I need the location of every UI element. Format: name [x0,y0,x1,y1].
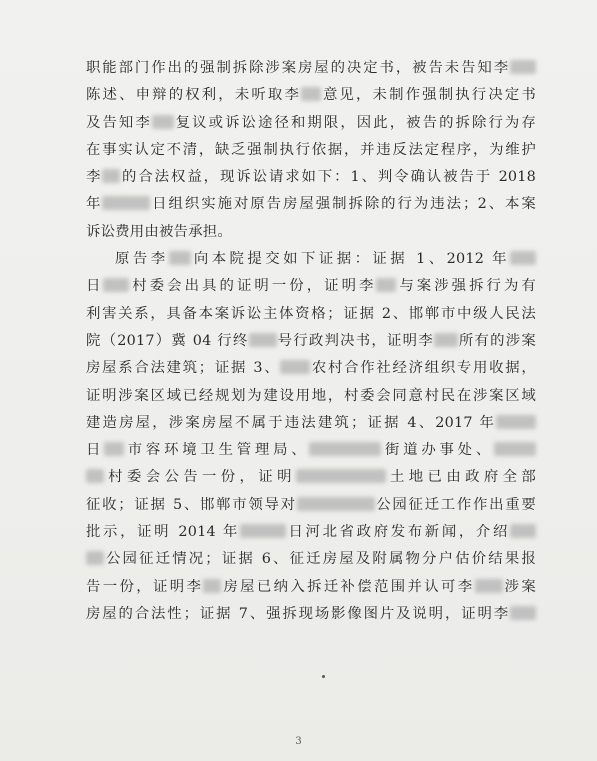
redaction-mark [494,442,536,456]
text-segment: 诉讼费用由被告承担。 [86,223,232,240]
text-segment: 意见，未制作强制执行决定书 [321,87,536,104]
text-segment: 及告知李 [86,114,152,131]
text-segment: 在事实认定不清，缺乏强制执行依据，并违反法定程序，为维护 [86,141,536,158]
text-line [86,574,536,601]
text-segment: 日河北省政府发布新闻，介绍 [286,524,510,541]
redaction-mark [249,333,277,347]
text-line [86,410,536,437]
redaction-mark [280,360,310,374]
text-line [86,546,536,573]
text-segment: 房屋已纳入拆迁补偿范围并认可李 [221,578,475,595]
redaction-mark [103,278,129,292]
text-segment: 与案涉强拆行为有 [396,278,536,295]
text-segment: 公园征迁工作作出重要 [374,496,536,513]
document-body [86,55,536,628]
text-segment: 房屋的合法性；证据 7、强拆现场影像图片及说明，证明李 [86,605,510,622]
text-segment: 公园征迁情况；证据 6、征迁房屋及附属物分户估价结果报 [104,551,536,568]
redaction-mark [152,115,174,129]
redaction-mark [86,551,104,565]
redaction-mark [510,606,536,620]
redaction-mark [102,196,150,210]
redaction-mark [496,415,536,429]
redaction-mark [376,278,396,292]
redaction-mark [510,524,536,538]
page-number: 3 [295,736,302,747]
text-line [86,273,536,300]
text-segment: 院（2017）冀 04 行终 [86,332,249,349]
text-segment: 街道办事处、 [381,442,494,459]
text-line [86,137,536,164]
text-segment: 向本院提交如下证据：证据 1、2012 年 [190,251,510,268]
text-line [86,55,536,82]
text-segment: 村委会公告一份，证明 [104,469,296,486]
text-line [86,82,536,109]
redaction-mark [104,442,124,456]
text-segment: 原告李 [115,251,169,268]
text-segment: 市容环境卫生管理局、 [124,442,310,459]
text-line [86,191,536,218]
text-line [86,601,536,628]
ink-speck [322,675,325,678]
redaction-mark [296,469,386,483]
text-line [86,246,536,273]
text-segment: 日组织实施对原告房屋强制拆除的行为违法；2、本案 [150,196,537,213]
text-segment: 征收；证据 5、邯郸市领导对 [86,496,297,513]
text-segment: 李 [86,169,103,186]
text-line [86,164,536,191]
text-segment: 批示，证明 2014 年 [86,524,241,541]
text-line [86,383,536,410]
text-segment: 涉案 [502,578,536,595]
text-segment: 建造房屋，涉案房屋不属于违法建筑；证据 4、2017 年 [86,414,496,431]
redaction-mark [510,251,536,265]
text-line [86,355,536,382]
text-segment: 告一份，证明李 [86,578,204,595]
redaction-mark [301,87,321,101]
redaction-mark [510,60,536,74]
redaction-mark [475,579,503,593]
redaction-mark [102,169,120,183]
text-segment: 房屋系合法建筑；证据 3、 [86,360,281,377]
text-segment: 土地已由政府全部 [385,469,536,486]
text-segment: 证明涉案区域已经规划为建设用地，村委会同意村民在涉案区域 [86,387,536,404]
text-segment: 年 [86,196,103,213]
text-line [86,492,536,519]
text-line [86,328,536,355]
text-segment: 日 [86,278,104,295]
text-segment: 所有的涉案 [457,332,536,349]
text-segment: 号行政判决书，证明李 [276,332,434,349]
text-segment: 村委会出具的证明一份，证明李 [129,278,377,295]
text-segment: 利害关系，具备本案诉讼主体资格；证据 2、邯郸市中级人民法 [86,305,536,322]
redaction-mark [309,442,381,456]
text-segment: 职能部门作出的强制拆除涉案房屋的决定书，被告未告知李 [86,60,510,76]
text-line [86,464,536,491]
text-segment: 陈述、申辩的权利，未听取李 [86,87,301,104]
text-line [86,519,536,546]
text-line [86,219,536,246]
redaction-mark [240,524,286,538]
text-line [86,301,536,328]
text-segment: 的合法权益，现诉讼请求如下：1、判令确认被告于 2018 [120,169,536,186]
redaction-mark [169,251,191,265]
redaction-mark [86,469,104,483]
text-segment: 农村合作社经济组织专用收据， [310,360,536,377]
text-line [86,110,536,137]
text-line [86,437,536,464]
redaction-mark [434,333,458,347]
redaction-mark [297,497,375,511]
redaction-mark [203,579,221,593]
text-segment: 复议或诉讼途径和期限，因此，被告的拆除行为存 [173,114,536,131]
text-segment: 日 [86,442,105,459]
